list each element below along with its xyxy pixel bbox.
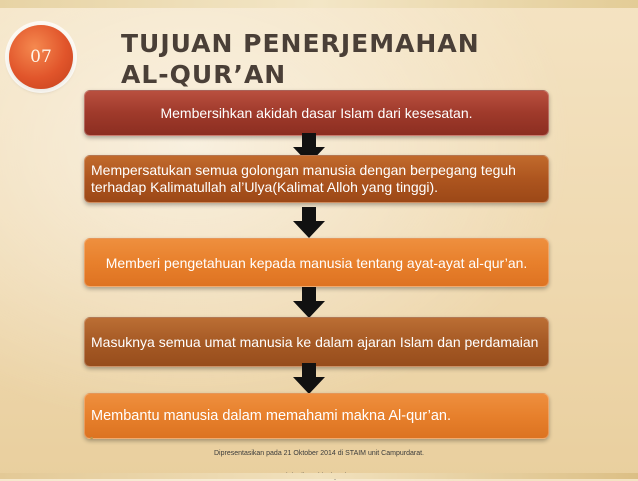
top-decor-stripe [0,0,638,8]
step-box-1 [84,90,549,136]
bullet-dot: ▪ [90,433,94,443]
down-arrow-icon [293,287,325,318]
step-text-4: Masuknya semua umat manusia ke dalam ajaran Islam dan perdamaian [91,334,539,350]
down-arrow-icon [293,207,325,238]
step-box-4 [84,317,549,367]
bottom-decor-stripe [0,473,638,479]
slide-number-badge [9,25,73,89]
step-box-3 [84,238,549,287]
step-box-2 [84,155,549,203]
footer-presented-line: Dipresentasikan pada 21 Oktober 2014 di STAIM unit Campurdarat. [214,450,424,457]
step-text-3: Memberi pengetahuan kepada manusia tentang ayat-ayat al-qur’an. [105,254,528,271]
step-text-2: Mempersatukan semua golongan manusia dengan berpegang teguh terhadap Kalimatullah al’Ulya(Kalimat Alloh yang tinggi). [91,162,516,195]
down-arrow-icon [293,363,325,394]
slide-number: 07 [30,47,52,67]
step-text-5: Membantu manusia dalam memahami makna Al-qur’an. [91,408,451,424]
slide-title: TUJUAN PENERJEMAHAN AL-QUR’AN [121,29,480,89]
step-text-1: Membersihkan akidah dasar Islam dari kesesatan. [160,105,473,121]
step-box-5 [84,393,549,439]
